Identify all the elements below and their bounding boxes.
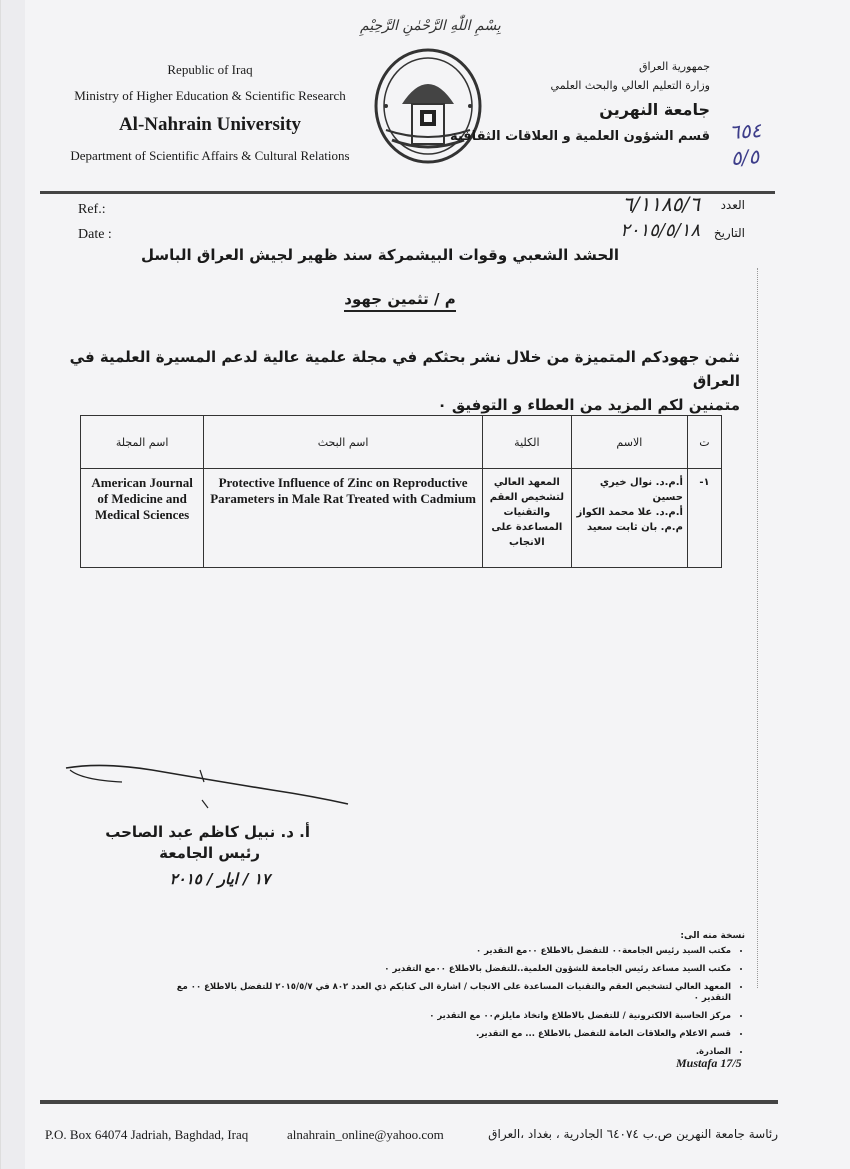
ref-label: Ref.: (78, 202, 106, 217)
country-en: Republic of Iraq (167, 62, 253, 77)
basmala: بِسْمِ اللّٰهِ الرَّحْمٰنِ الرَّحِيْمِ (360, 18, 501, 34)
header-arabic (430, 60, 710, 144)
signatory-name: أ. د. نبيل كاظم عبد الصاحب (105, 823, 310, 841)
cc-title: نسخة منه الى: (680, 931, 745, 941)
country-ar: جمهورية العراق (638, 60, 710, 73)
number-label-ar: العدد (720, 198, 745, 212)
letter-body (60, 345, 740, 417)
date-label: Date : (78, 227, 112, 242)
footer-email: alnahrain_online@yahoo.com (287, 1127, 444, 1142)
list-item: • مكتب السيد مساعد رئيس الجامعة للشؤون العلمية..للتفضل بالاطلاع ٠٠مع التقدير ٠ (171, 964, 731, 975)
author-3: م.م. بان ثابت سعيد (587, 522, 683, 533)
list-item: • الصادرة. (171, 1047, 731, 1058)
department-en: Department of Scientific Affairs & Cultural Relations (70, 148, 350, 163)
body-line-1: نثمن جهودكم المتميزة من خلال نشر بحثكم في مجلة علمية عالية لدعم المسيرة العلمية في العراق (69, 348, 740, 390)
cc-list (171, 946, 745, 1065)
university-ar: جامعة النهرين (599, 100, 710, 119)
cell-names (571, 469, 687, 568)
list-item: • مركز الحاسبة الالكترونية / للتفضل بالاطلاع واتخاذ مايلزم٠٠ مع التقدير ٠ (171, 1011, 731, 1022)
ministry-en: Ministry of Higher Education & Scientific Research (74, 88, 346, 103)
header-english (40, 62, 380, 164)
header-name: الاسم (571, 416, 687, 469)
header-college: الكلية (482, 416, 571, 469)
footer-divider (40, 1100, 778, 1104)
handwritten-signature (62, 760, 362, 815)
reference-number: ٦/١١٨٥/٦ (622, 192, 700, 216)
slogan: الحشد الشعبي وقوات البيشمركة سند ظهير لجيش العراق الباسل (141, 246, 619, 264)
list-item: • مكتب السيد رئيس الجامعة٠٠ للتفضل بالاطلاع ٠٠مع التقدير ٠ (171, 946, 731, 957)
list-item: • قسم الاعلام والعلاقات العامة للتفضل بالاطلاع ... مع التقدير. (171, 1029, 731, 1040)
department-ar: قسم الشؤون العلمية و العلاقات الثقافية (449, 129, 710, 144)
university-en: Al-Nahrain University (118, 114, 302, 135)
cell-journal: American Journal of Medicine and Medical Sciences (81, 469, 204, 568)
cell-title: Protective Influence of Zinc on Reproductive Parameters in Male Rat Treated with Cadmium (204, 469, 483, 568)
list-item: • المعهد العالي لتشخيص العقم والتقنيات المساعدة على الانجاب / اشارة الى كتابكم ذي العدد ٨٠٢ في ٢٠١٥/٥/٧ للتفضل بالاطلاع ٠٠ مع التقدير ٠ (171, 982, 731, 1004)
page-edge-strip (0, 0, 25, 1169)
signature-date: ١٧ / ايار / ٢٠١٥ (169, 870, 270, 888)
research-table (80, 415, 722, 568)
subject-text: م / تثمين جهود (344, 290, 455, 312)
author-1: أ.م.د. نوال خيري حسين (599, 477, 683, 503)
signatory-title: رئيس الجامعة (159, 844, 260, 862)
header-no: ت (687, 416, 721, 469)
footer-address: P.O. Box 64074 Jadriah, Baghdad, Iraq (45, 1127, 249, 1142)
ministry-ar: وزارة التعليم العالي والبحث العلمي (550, 79, 710, 92)
cell-no: ١- (687, 469, 721, 568)
subject (300, 290, 500, 308)
margin-line (757, 268, 758, 988)
table-row (81, 469, 722, 568)
table-header-row (81, 416, 722, 469)
footer-address-ar: رئاسة جامعة النهرين ص.ب ٦٤٠٧٤ الجادرية ، بغداد ،العراق (488, 1127, 778, 1141)
author-2: أ.م.د. علا محمد الكواز (576, 507, 683, 518)
header-journal: اسم المجلة (81, 416, 204, 469)
handwritten-margin-note: ٦٥٤ ٥/٥ (728, 117, 763, 171)
header-title: اسم البحث (204, 416, 483, 469)
date-label-ar: التاريخ (713, 226, 745, 240)
cell-college: المعهد العالي لتشخيص العقم والتقنيات المساعدة على الانجاب (482, 469, 571, 568)
reference-date: ٢٠١٥/٥/١٨ (620, 220, 700, 241)
typist-initials: Mustafa 17/5 (676, 1056, 742, 1070)
body-line-2: متمنين لكم المزيد من العطاء و التوفيق ٠ (437, 396, 740, 414)
